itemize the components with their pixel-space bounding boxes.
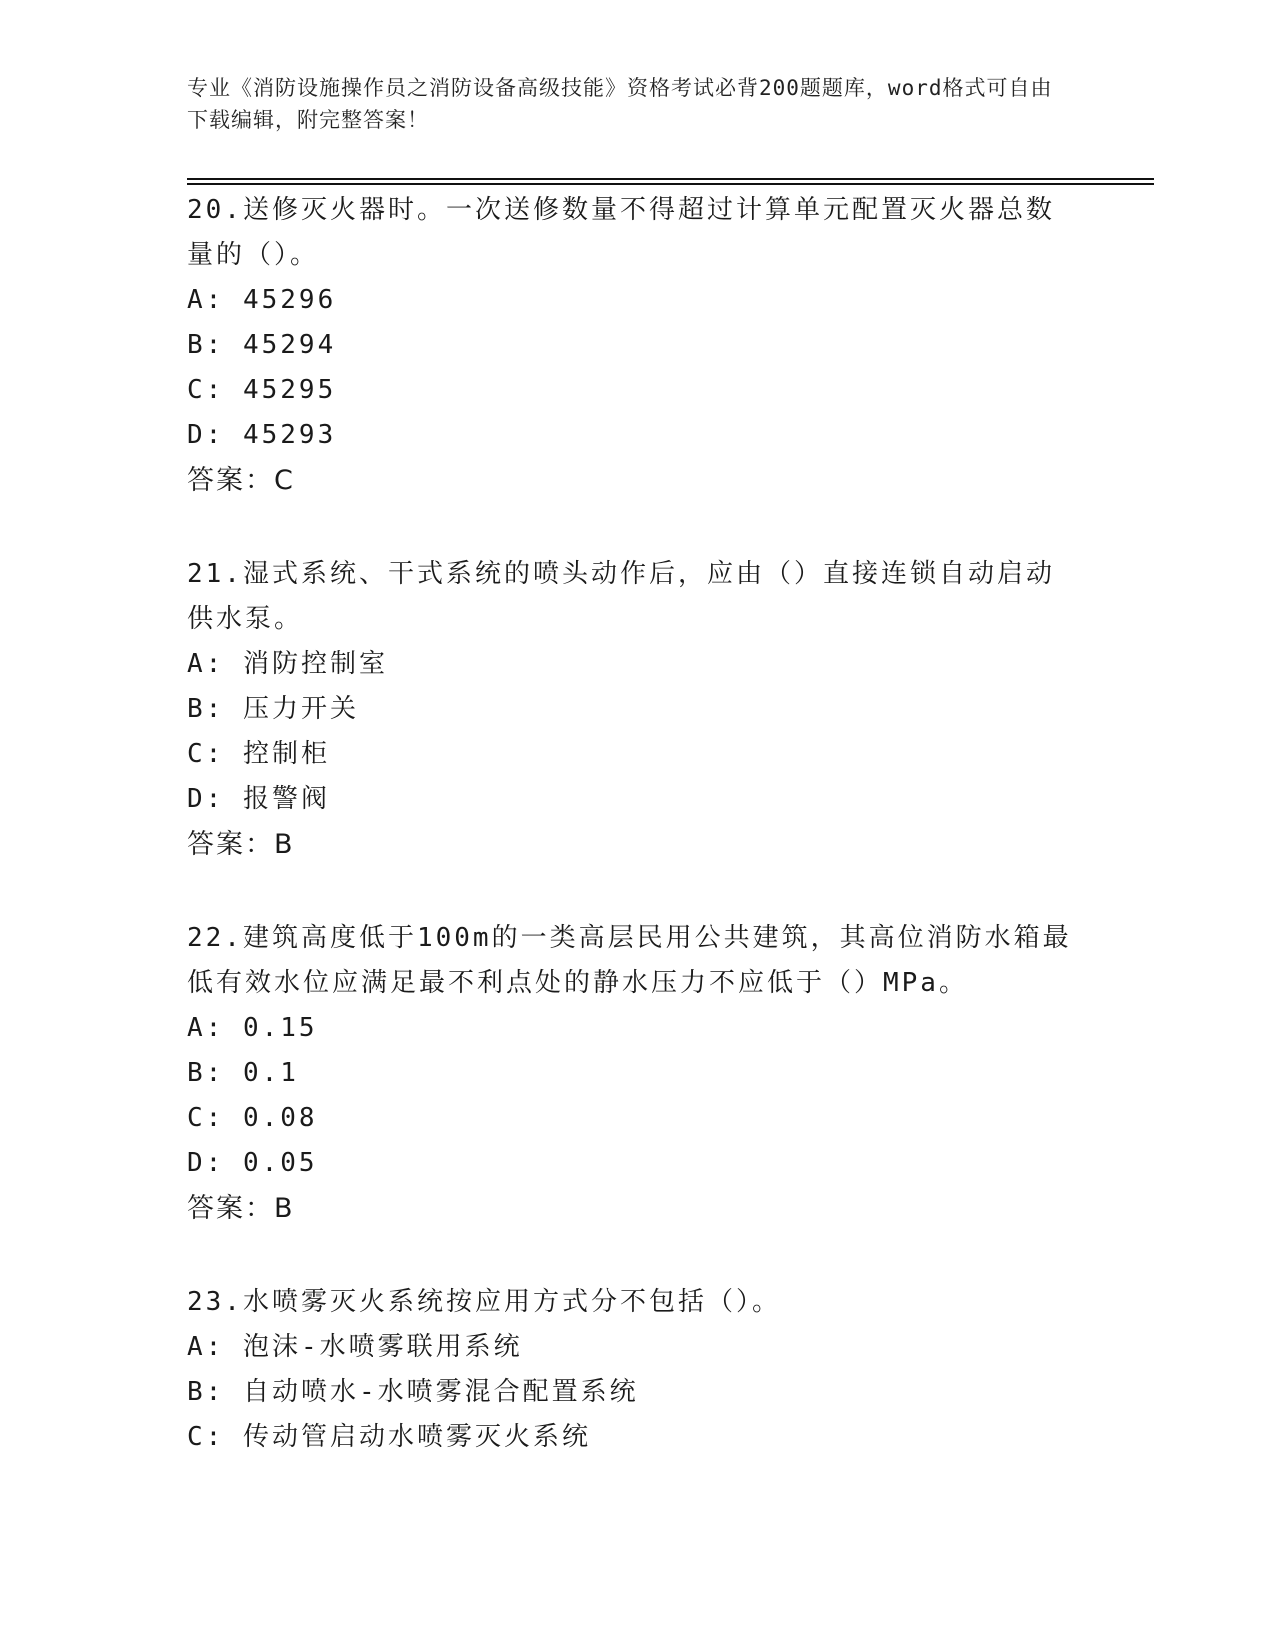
- question-22: [187, 916, 1077, 1231]
- option-a: A: 0.15: [187, 1013, 318, 1043]
- option-a: A: 消防控制室: [187, 649, 388, 679]
- option-c: C: 传动管启动水喷雾灭火系统: [187, 1422, 591, 1452]
- option-b: B: 0.1: [187, 1058, 299, 1088]
- option-a: A: 45296: [187, 285, 337, 315]
- answer-line: 答案：B: [187, 829, 295, 860]
- option-b: B: 自动喷水-水喷雾混合配置系统: [187, 1377, 639, 1407]
- question-23: [187, 1280, 1077, 1460]
- question-stem: 22.建筑高度低于100m的一类高层民用公共建筑，其高位消防水箱最低有效水位应满足最不利点处的静水压力不应低于（）MPa。: [187, 923, 1072, 998]
- question-20: [187, 188, 1077, 503]
- option-b: B: 45294: [187, 330, 337, 360]
- answer-line: 答案：B: [187, 1193, 295, 1224]
- answer-line: 答案：C: [187, 465, 295, 496]
- option-d: D: 45293: [187, 420, 337, 450]
- option-b: B: 压力开关: [187, 694, 359, 724]
- option-c: C: 45295: [187, 375, 337, 405]
- question-stem: 23.水喷雾灭火系统按应用方式分不包括（）。: [187, 1287, 781, 1317]
- option-c: C: 控制柜: [187, 739, 330, 769]
- question-21: [187, 552, 1077, 867]
- option-a: A: 泡沫-水喷雾联用系统: [187, 1332, 523, 1362]
- header-divider-top: [187, 178, 1154, 180]
- document-header: 专业《消防设施操作员之消防设备高级技能》资格考试必背200题题库，word格式可自由下载编辑，附完整答案！: [187, 76, 1053, 132]
- question-stem: 20.送修灭火器时。一次送修数量不得超过计算单元配置灭火器总数量的（）。: [187, 195, 1055, 270]
- option-d: D: 报警阀: [187, 784, 330, 814]
- header-divider-bottom: [187, 183, 1154, 185]
- option-d: D: 0.05: [187, 1148, 318, 1178]
- question-stem: 21.湿式系统、干式系统的喷头动作后，应由（）直接连锁自动启动供水泵。: [187, 559, 1055, 634]
- option-c: C: 0.08: [187, 1103, 318, 1133]
